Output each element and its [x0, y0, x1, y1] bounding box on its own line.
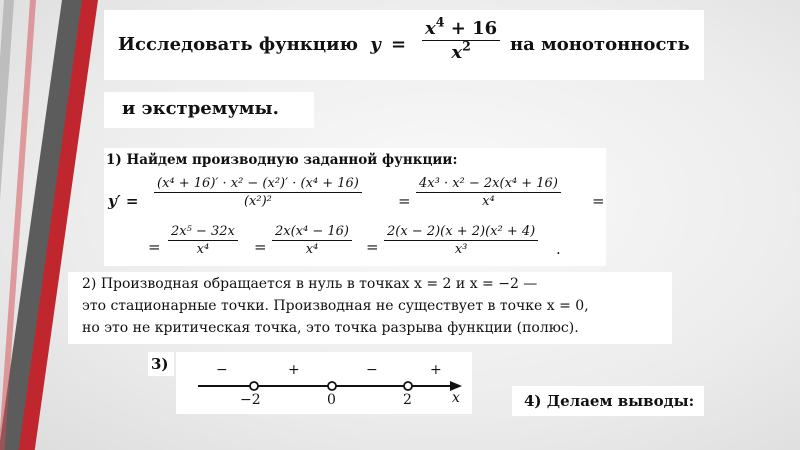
task-text-a: Исследовать функцию	[118, 34, 358, 55]
step2-line2: это стационарные точки. Производная не существует в точке x = 0,	[82, 298, 589, 314]
task-line2: и экстремумы.	[122, 98, 279, 119]
frac1-num: (x⁴ + 16)′ · x² − (x²)′ · (x⁴ + 16)	[154, 176, 362, 193]
point-2	[404, 382, 412, 390]
point-label-2: 2	[403, 392, 412, 408]
task-line1-b: на монотонность	[510, 34, 690, 55]
task-y: y	[370, 34, 381, 55]
sign-interval-4: +	[430, 362, 442, 378]
step1-eq5: =	[366, 238, 379, 256]
step4-label: 4) Делаем выводы:	[524, 392, 695, 410]
task-num-exp: 4	[435, 14, 445, 30]
step2-box	[68, 272, 672, 344]
frac2-den: x⁴	[482, 194, 495, 209]
step1-frac3	[168, 224, 238, 257]
frac4-num: 2x(x⁴ − 16)	[272, 224, 352, 241]
step3-numberline-box	[176, 352, 472, 414]
axis-label-x: x	[452, 390, 460, 406]
step1-eq2: =	[592, 192, 605, 210]
sign-interval-2: +	[288, 362, 300, 378]
frac2-num: 4x³ · x² − 2x(x⁴ + 16)	[416, 176, 561, 193]
point-0	[328, 382, 336, 390]
frac3-den: x⁴	[196, 242, 210, 257]
frac4-den: x⁴	[305, 242, 319, 257]
derivative-lhs: y′ =	[108, 192, 139, 210]
step1-frac4	[272, 224, 352, 257]
frac5-den: x³	[454, 242, 468, 257]
step2-line3: но это не критическая точка, это точка разрыва функции (полюс).	[82, 320, 579, 336]
task-line1-box	[104, 10, 704, 80]
task-eq: =	[390, 34, 407, 55]
step1-heading: 1) Найдем производную заданной функции:	[106, 152, 458, 168]
task-den-var: x	[451, 42, 463, 63]
step1-frac5	[384, 224, 538, 257]
task-den-exp: 2	[462, 38, 471, 54]
task-num-rest: + 16	[444, 18, 498, 39]
step2-line1: 2) Производная обращается в нуль в точках x = 2 и x = −2 —	[82, 276, 538, 292]
step1-period: .	[556, 240, 561, 258]
step1-eq1: =	[398, 192, 411, 210]
step3-label: 3)	[151, 355, 169, 373]
frac1-den: (x²)²	[243, 194, 272, 209]
step1-lhs	[108, 192, 138, 210]
task-line1	[118, 34, 410, 55]
step1-frac1	[154, 176, 362, 209]
point-label-0: 0	[327, 392, 336, 408]
task-num-var: x	[425, 18, 436, 39]
point-minus-2	[250, 382, 258, 390]
task-fraction	[422, 14, 500, 63]
step1-eq4: =	[254, 238, 267, 256]
frac3-num: 2x⁵ − 32x	[168, 224, 238, 241]
step1-box	[104, 148, 606, 266]
step1-frac2	[416, 176, 561, 209]
step4-box	[512, 386, 704, 416]
sign-interval-3: −	[366, 362, 378, 378]
step1-eq3: =	[148, 238, 161, 256]
sign-interval-1: −	[216, 362, 228, 378]
task-line2-box	[104, 92, 314, 128]
step3-label-box	[148, 352, 174, 376]
frac5-num: 2(x − 2)(x + 2)(x² + 4)	[384, 224, 538, 241]
point-label-minus-2: −2	[240, 392, 261, 408]
